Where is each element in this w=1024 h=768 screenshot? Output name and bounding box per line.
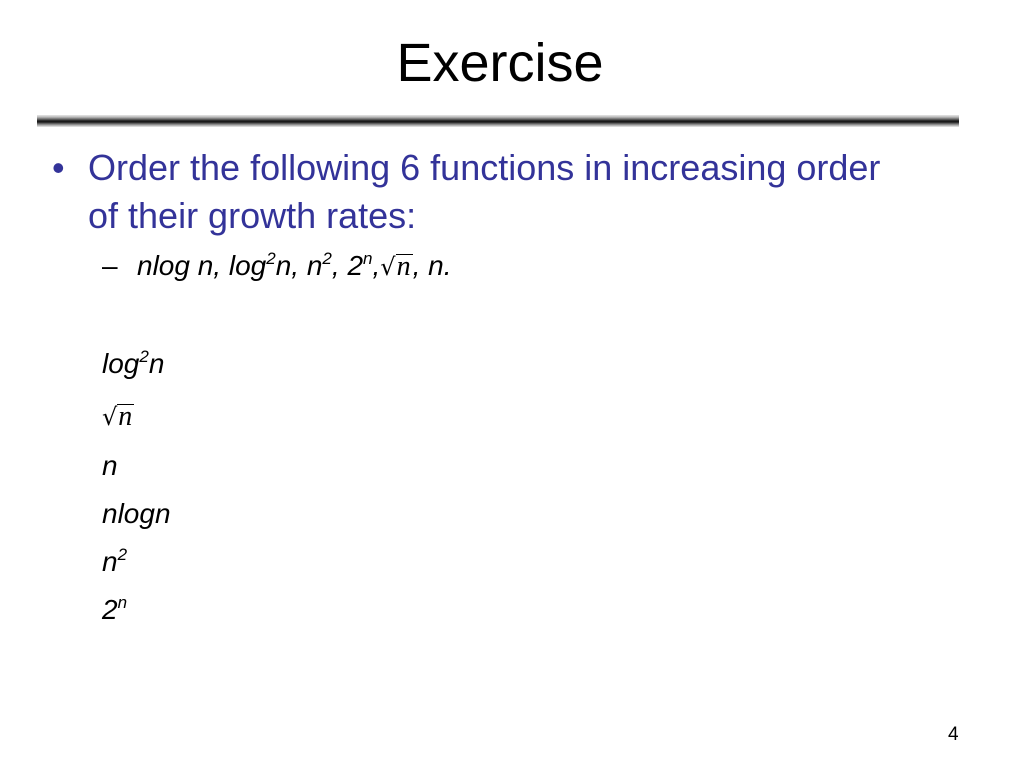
function-two-power-n: 2$^n$ [347,249,373,281]
function-list-end: . [443,250,452,281]
answer-sqrt-n: √n [102,401,133,432]
title-divider [37,115,959,127]
function-separator: , [372,250,381,281]
answer-n: n [102,450,118,481]
answer-n-squared: $n^2$ [102,545,128,577]
radical-icon: √ [102,403,118,431]
function-separator: , [331,250,348,281]
radical-icon: √ [380,253,396,281]
bullet-marker: • [52,147,65,188]
function-separator: , [412,250,429,281]
slide-title: Exercise [396,33,604,93]
function-separator: , [213,250,229,281]
answer-two-power-n: 2$^n$ [102,593,128,625]
answer-log-squared: $\log^2n$ [102,347,165,379]
function-log-squared: $\log^2n$ [228,249,292,281]
sub-bullet-dash: – [102,250,118,281]
function-list [137,246,452,287]
function-sqrt-n: √n [380,251,411,282]
answer-nlogn: nlogn [102,498,171,529]
function-separator: , [291,250,307,281]
page-number: 4 [948,724,959,745]
function-nlogn: nlog n [137,250,214,281]
function-n: n [428,250,444,281]
bullet-instruction: Order the following 6 functions in increasing order of their growth rates: [88,147,881,236]
function-n-squared: $n^2$ [306,249,332,281]
